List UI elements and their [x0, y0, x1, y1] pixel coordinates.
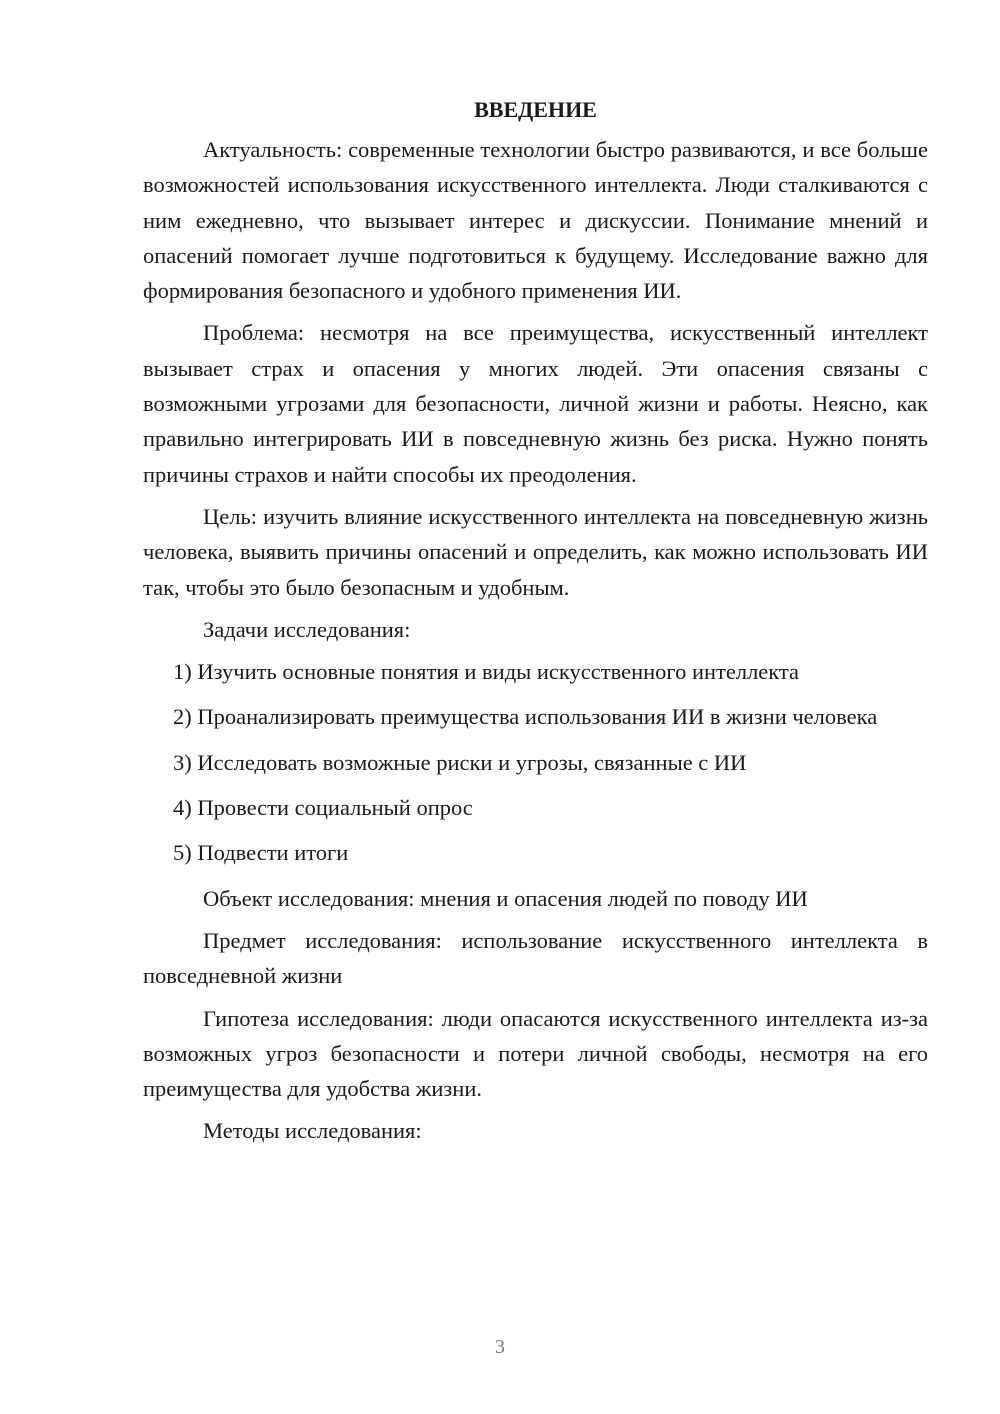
paragraph-hypothesis: Гипотеза исследования: люди опасаются искусственного интеллекта из-за возможных угроз безопасности и потери личной свободы, несмотря на его преимущества для удобства жизни. — [143, 1005, 928, 1102]
paragraph-relevance: Актуальность: современные технологии быстро развиваются, и все больше возможностей использования искусственного интеллекта. Люди сталкиваются с ним ежедневно, что вызывает интерес и дискуссии. Понимание мнений и опасений помогает лучше подготовиться к будущему. Исследование важно для формирования безопасного и удобного применения ИИ. — [143, 137, 928, 304]
section-title: ВВЕДЕНИЕ — [474, 97, 597, 122]
tasks-heading: Задачи исследования: — [203, 616, 411, 642]
paragraph-problem: Проблема: несмотря на все преимущества, искусственный интеллект вызывает страх и опасения у многих людей. Эти опасения связаны с возможными угрозами для безопасности, личной жизни и работы. Неясно, как правильно интегрировать ИИ в повседневную жизнь без риска. Нужно понять причины страхов и найти способы их преодоления. — [143, 320, 928, 487]
paragraph-object: Объект исследования: мнения и опасения людей по поводу ИИ — [203, 885, 808, 911]
task-item-2: 2) Проанализировать преимущества использования ИИ в жизни человека — [173, 704, 878, 730]
paragraph-subject: Предмет исследования: использование искусственного интеллекта в повседневной жизни — [143, 927, 928, 989]
paragraph-goal: Цель: изучить влияние искусственного интеллекта на повседневную жизнь человека, выявить причины опасений и определить, как можно использовать ИИ так, чтобы это было безопасным и удобным. — [143, 503, 928, 600]
task-item-5: 5) Подвести итоги — [173, 840, 349, 866]
document-page — [143, 90, 928, 1156]
task-item-1: 1) Изучить основные понятия и виды искусственного интеллекта — [173, 659, 800, 685]
paragraph-methods: Методы исследования: — [203, 1118, 422, 1144]
page-number: 3 — [495, 1336, 505, 1358]
task-item-3: 3) Исследовать возможные риски и угрозы, связанные с ИИ — [173, 749, 747, 775]
task-item-4: 4) Провести социальный опрос — [173, 795, 473, 821]
